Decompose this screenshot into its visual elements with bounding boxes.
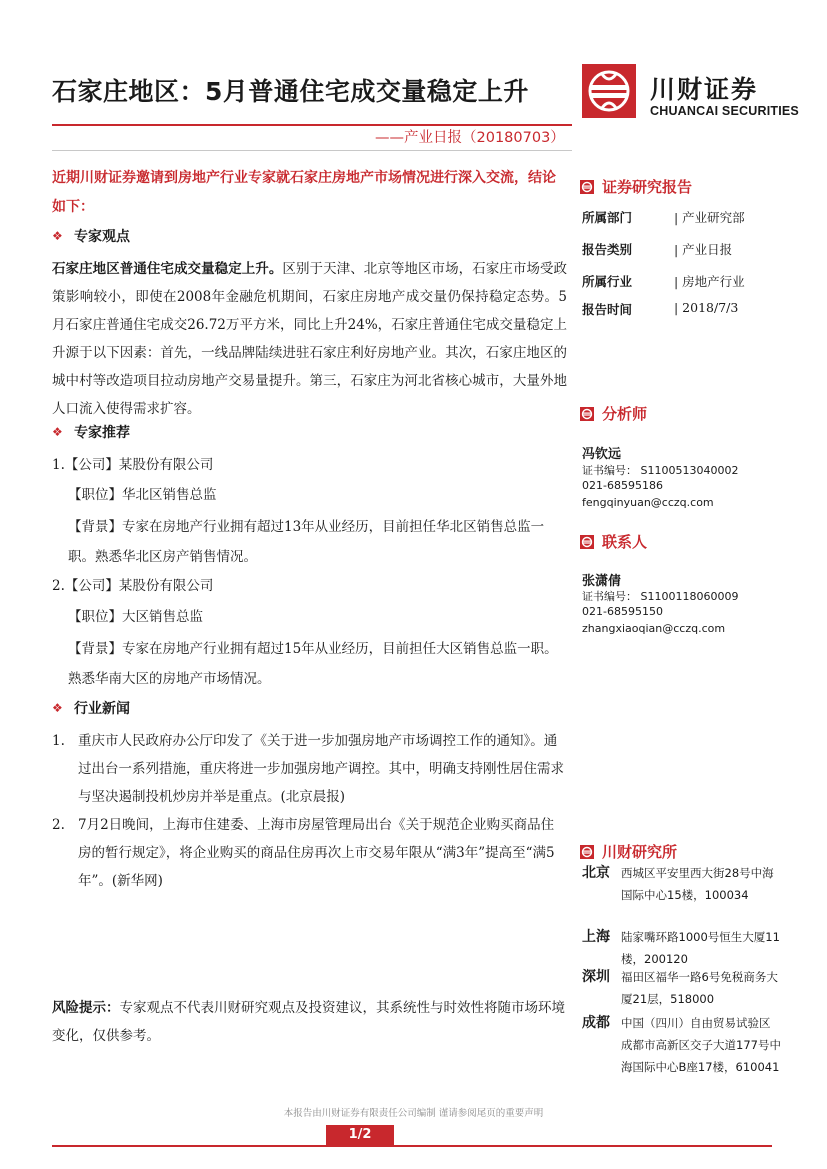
chuancai-mini-logo-icon — [580, 535, 594, 549]
office-chengdu — [582, 1012, 782, 1078]
section-heading-viewpoint — [52, 226, 130, 246]
viewpoint-paragraph — [52, 255, 567, 423]
risk-label: 风险提示： — [52, 1000, 120, 1016]
meta-row — [582, 272, 745, 290]
chuancai-logo-icon — [582, 64, 636, 118]
subtitle-divider — [52, 150, 572, 151]
analyst-cert: 证书编号： S1100513040002 — [582, 464, 739, 477]
chuancai-mini-logo-icon — [580, 407, 594, 421]
risk-warning — [52, 994, 567, 1050]
news-number: 2. — [52, 817, 65, 833]
section-heading-recommend — [52, 422, 130, 442]
sidebar-heading-label: 证券研究报告 — [602, 178, 693, 196]
office-city: 上海 — [582, 929, 610, 945]
meta-key: 所属部门 — [582, 210, 633, 225]
report-subtitle: ——产业日报（20180703） — [375, 130, 565, 146]
office-city: 成都 — [582, 1015, 610, 1031]
news-number: 1. — [52, 733, 65, 749]
section-heading-label: 专家观点 — [74, 229, 130, 245]
sidebar-heading-contact — [580, 531, 647, 552]
analyst-name: 冯钦远 — [582, 447, 622, 462]
risk-text: 专家观点不代表川财研究观点及投资建议，其系统性与时效性将随市场环境变化，仅供参考。 — [52, 1000, 565, 1044]
section-heading-news — [52, 698, 130, 718]
office-city: 深圳 — [582, 969, 610, 985]
diamond-bullet-icon: ❖ — [52, 229, 63, 243]
meta-value: | 房地产行业 — [674, 274, 745, 289]
expert-1-company: 1.【公司】某股份有限公司 — [52, 457, 214, 473]
office-address: 福田区福华一路6号免税商务大厦21层，518000 — [621, 970, 778, 1006]
sidebar-heading-analyst — [580, 403, 647, 424]
news-item — [52, 727, 567, 811]
brand-name-en: CHUANCAI SECURITIES — [650, 104, 799, 118]
sidebar-heading-label: 川财研究所 — [602, 843, 678, 861]
sidebar-heading-label: 联系人 — [602, 533, 648, 551]
office-shenzhen — [582, 966, 782, 1010]
meta-value: | 产业日报 — [674, 242, 733, 257]
footer-divider — [52, 1145, 772, 1147]
viewpoint-lead: 石家庄地区普通住宅成交量稳定上升。 — [52, 261, 283, 277]
section-heading-label: 行业新闻 — [74, 701, 130, 717]
sidebar-heading-institute — [580, 841, 677, 862]
analyst-email[interactable]: fengqinyuan@cczq.com — [582, 496, 714, 509]
news-text: 重庆市人民政府办公厅印发了《关于进一步加强房地产市场调控工作的通知》。通过出台一系列措施，重庆将进一步加强房地产调控。其中，明确支持刚性居住需求与坚决遏制投机炒房并举是重点。(北京晨报) — [78, 733, 564, 805]
news-item — [52, 811, 567, 895]
chuancai-mini-logo-icon — [580, 845, 594, 859]
meta-value: | 2018/7/3 — [674, 300, 739, 315]
contact-phone: 021-68595150 — [582, 605, 663, 618]
viewpoint-body: 区别于天津、北京等地区市场，石家庄市场受政策影响较小，即使在2008年金融危机期间，石家庄房地产成交量仍保持稳定态势。5月石家庄普通住宅成交26.72万平方米，同比上升24%，石家庄普通住宅成交量稳定上升源于以下因素：首先，一线品牌陆续进驻石家庄利好房地产业。其次，石家庄地区的城中村等改造项目拉动房地产交易量提升。第三，石家庄为河北省核心城市，大量外地人口流入使得需求扩容。 — [52, 261, 568, 417]
meta-value: | 产业研究部 — [674, 210, 745, 225]
office-address: 西城区平安里西大街28号中海国际中心15楼，100034 — [621, 866, 774, 902]
expert-2-company: 2.【公司】某股份有限公司 — [52, 578, 214, 594]
page-title: 石家庄地区：5月普通住宅成交量稳定上升 — [52, 77, 529, 106]
contact-email[interactable]: zhangxiaoqian@cczq.com — [582, 622, 726, 635]
diamond-bullet-icon: ❖ — [52, 425, 63, 439]
brand-name-cn: 川财证券 — [650, 75, 759, 104]
office-address: 陆家嘴环路1000号恒生大厦11楼，200120 — [621, 930, 780, 966]
sidebar-heading-label: 分析师 — [602, 405, 648, 423]
meta-row — [582, 240, 732, 258]
expert-2-position: 【职位】大区销售总监 — [68, 609, 203, 625]
section-heading-label: 专家推荐 — [74, 425, 130, 441]
expert-2-background: 【背景】专家在房地产行业拥有超过15年从业经历，目前担任大区销售总监一职。熟悉华南大区的房地产市场情况。 — [68, 641, 558, 687]
office-address: 中国（四川）自由贸易试验区成都市高新区交子大道177号中海国际中心B座17楼，610041 — [621, 1016, 781, 1074]
sidebar-heading-report — [580, 176, 692, 197]
diamond-bullet-icon: ❖ — [52, 701, 63, 715]
page-number: 1/2 — [326, 1125, 394, 1145]
office-city: 北京 — [582, 865, 610, 881]
expert-1-position: 【职位】华北区销售总监 — [68, 487, 217, 503]
office-shanghai — [582, 926, 782, 970]
intro-summary: 近期川财证券邀请到房地产行业专家就石家庄房地产市场情况进行深入交流，结论如下： — [52, 170, 556, 215]
footer-disclaimer: 本报告由川财证券有限责任公司编制 谨请参阅尾页的重要声明 — [283, 1108, 544, 1119]
meta-row — [582, 208, 745, 226]
office-beijing — [582, 862, 782, 906]
meta-key: 报告类别 — [582, 242, 633, 257]
meta-row — [582, 300, 738, 318]
analyst-phone: 021-68595186 — [582, 479, 663, 492]
news-text: 7月2日晚间，上海市住建委、上海市房屋管理局出台《关于规范企业购买商品住房的暂行规定》，将企业购买的商品住房再次上市交易年限从“满3年”提高至“满5年”。(新华网) — [78, 817, 555, 889]
meta-key: 所属行业 — [582, 274, 633, 289]
expert-1-background: 【背景】专家在房地产行业拥有超过13年从业经历，目前担任华北区销售总监一职。熟悉华北区房产销售情况。 — [68, 519, 545, 565]
contact-name: 张潇倩 — [582, 574, 622, 589]
meta-key: 报告时间 — [582, 302, 633, 317]
chuancai-mini-logo-icon — [580, 180, 594, 194]
contact-cert: 证书编号： S1100118060009 — [582, 590, 739, 603]
